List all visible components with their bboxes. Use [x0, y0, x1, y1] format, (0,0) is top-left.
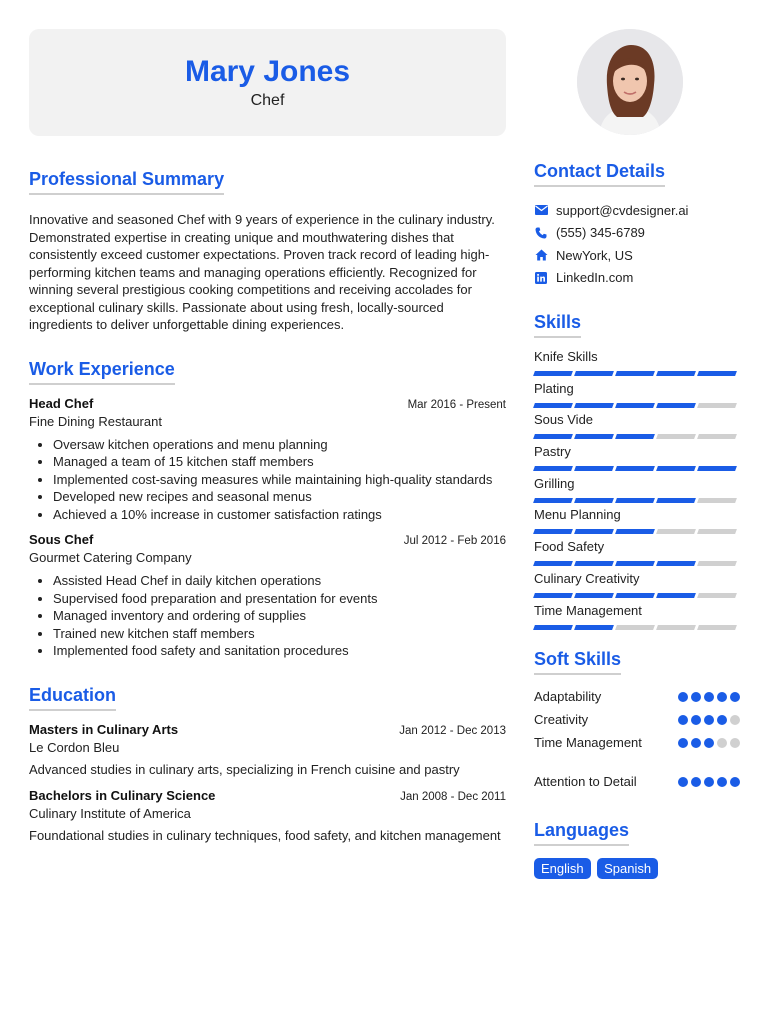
bullet-item: • Managed inventory and ordering of supplies — [53, 607, 506, 625]
skill-level-segment — [574, 561, 614, 566]
skill-level-bar — [534, 498, 740, 503]
soft-skill-name: Adaptability — [534, 689, 602, 705]
left-column — [29, 168, 506, 845]
skill-level-segment — [533, 434, 573, 439]
soft-skill-dots — [678, 692, 740, 702]
soft-skill-dot — [678, 777, 688, 787]
skill-name: Food Safety — [534, 539, 605, 555]
skill-level-segment — [574, 403, 614, 408]
job-title: Head Chef — [29, 395, 94, 411]
skill-level-segment — [697, 498, 737, 503]
skill-row — [534, 348, 740, 380]
contact-phone[interactable] — [534, 222, 740, 245]
skill-level-segment — [533, 403, 573, 408]
soft-skill-dot — [717, 692, 727, 702]
home-icon — [534, 248, 548, 262]
job-title: Sous Chef — [29, 532, 94, 547]
skill-name: Pastry — [534, 444, 571, 460]
soft-skill-dot — [717, 777, 727, 787]
soft-skill-dots — [678, 715, 740, 725]
skill-level-segment — [574, 498, 614, 503]
soft-skill-row — [534, 731, 740, 754]
skill-level-segment — [615, 403, 655, 408]
bullet-item: • Implemented food safety and sanitation procedures — [53, 642, 506, 660]
skill-level-segment — [533, 561, 573, 566]
skill-level-segment — [574, 371, 614, 376]
contact-email[interactable] — [534, 199, 740, 222]
summary-text: Innovative and seasoned Chef with 9 years of experience in the culinary industry. Demonstrated expertise in creating unique and mouthwatering dishes that consistently exceed customer expectations. Proven track record of leading high-performing kitchen teams and managing operations efficiently. Recognized for winning several prestigious cooking competitions and receiving accolades for exceptional culinary skills. Passionate about using fresh, locally-sourced ingredients to deliver unforgettable dining experiences. — [29, 212, 495, 332]
skill-level-segment — [656, 466, 696, 471]
right-column — [534, 160, 740, 879]
skill-level-segment — [615, 466, 655, 471]
envelope-icon — [534, 203, 548, 217]
skill-row — [534, 411, 740, 443]
soft-skill-dot — [704, 738, 714, 748]
skill-level-segment — [656, 434, 696, 439]
skill-name: Grilling — [534, 475, 575, 491]
soft-skill-dot — [678, 692, 688, 702]
languages-heading: Languages — [534, 819, 629, 846]
degree-title: Masters in Culinary Arts — [29, 721, 179, 737]
skill-level-segment — [656, 371, 696, 376]
skill-level-segment — [533, 593, 573, 598]
skill-level-segment — [574, 529, 614, 534]
skill-level-segment — [656, 561, 696, 566]
skill-level-segment — [615, 561, 655, 566]
skill-level-segment — [656, 498, 696, 503]
skill-name: Knife Skills — [534, 349, 598, 364]
skill-level-segment — [697, 434, 737, 439]
soft-skill-dots — [678, 738, 740, 748]
soft-skill-row — [534, 685, 740, 708]
skill-level-segment — [697, 466, 737, 471]
skill-level-segment — [533, 466, 573, 471]
skill-row — [534, 380, 740, 412]
soft-skill-row — [534, 708, 740, 731]
soft-skill-dot — [678, 738, 688, 748]
soft-skill-dot — [678, 715, 688, 725]
language-tag: Spanish — [597, 858, 658, 879]
soft-skill-dot — [691, 738, 701, 748]
contact-location-text: NewYork, US — [556, 247, 633, 263]
skill-level-segment — [533, 625, 573, 630]
job-date: Jul 2012 - Feb 2016 — [403, 535, 506, 547]
soft-skill-dot — [717, 738, 727, 748]
education-heading: Education — [29, 684, 116, 711]
skills-list — [534, 348, 740, 633]
skill-row — [534, 602, 740, 634]
skill-row — [534, 443, 740, 475]
summary-heading: Professional Summary — [29, 168, 224, 195]
soft-skill-row — [534, 770, 740, 793]
soft-skill-dot — [691, 692, 701, 702]
skill-level-segment — [574, 625, 614, 630]
soft-skill-dot — [730, 692, 740, 702]
bullet-item: • Trained new kitchen staff members — [53, 625, 506, 643]
soft-skill-dot — [730, 777, 740, 787]
skill-level-segment — [656, 625, 696, 630]
soft-skill-name: Creativity — [534, 712, 589, 728]
soft-skill-dot — [717, 715, 727, 725]
linkedin-icon — [534, 271, 548, 285]
soft-skills-list — [534, 685, 740, 793]
soft-skill-dot — [704, 777, 714, 787]
skill-level-segment — [533, 371, 573, 376]
skill-level-segment — [615, 593, 655, 598]
skill-level-segment — [697, 371, 737, 376]
skill-level-segment — [574, 466, 614, 471]
education-desc: Advanced studies in culinary arts, specializing in French cuisine and pastry — [29, 761, 460, 777]
skill-name: Menu Planning — [534, 507, 621, 523]
skill-level-segment — [615, 434, 655, 439]
skill-level-bar — [534, 403, 740, 408]
job-company: Fine Dining Restaurant — [29, 413, 162, 429]
skill-level-segment — [656, 529, 696, 534]
education-entry — [29, 787, 506, 845]
soft-skill-dot — [704, 692, 714, 702]
skill-row — [534, 570, 740, 602]
skill-level-segment — [697, 529, 737, 534]
skill-level-segment — [533, 529, 573, 534]
soft-skills-heading: Soft Skills — [534, 648, 621, 675]
education-date: Jan 2008 - Dec 2011 — [400, 791, 506, 803]
skill-level-bar — [534, 371, 740, 376]
school-name: Le Cordon Bleu — [29, 739, 120, 755]
soft-skill-dot — [691, 715, 701, 725]
job-bullets — [53, 436, 506, 524]
education-date: Jan 2012 - Dec 2013 — [399, 724, 506, 737]
bullet-item: • Managed a team of 15 kitchen staff members — [53, 453, 506, 471]
soft-skill-name: Time Management — [534, 735, 642, 751]
education-entry — [29, 721, 506, 779]
skill-level-segment — [656, 593, 696, 598]
soft-skill-name: Attention to Detail — [534, 774, 637, 790]
job-entry — [29, 531, 506, 660]
skill-level-segment — [697, 593, 737, 598]
bullet-item: • Developed new recipes and seasonal menus — [53, 488, 506, 506]
bullet-item: • Implemented cost-saving measures while maintaining high-quality standards — [53, 471, 506, 489]
skill-name: Plating — [534, 380, 574, 396]
skill-level-segment — [697, 403, 737, 408]
bullet-item: • Achieved a 10% increase in customer satisfaction ratings — [53, 506, 506, 524]
skill-level-segment — [615, 498, 655, 503]
bullet-item: • Oversaw kitchen operations and menu planning — [53, 436, 506, 454]
contact-linkedin-text: LinkedIn.com — [556, 270, 634, 286]
skill-level-bar — [534, 593, 740, 598]
skill-level-segment — [533, 498, 573, 503]
job-company: Gourmet Catering Company — [29, 550, 192, 565]
profile-photo — [577, 29, 683, 135]
contact-linkedin[interactable] — [534, 267, 740, 290]
skill-level-segment — [697, 561, 737, 566]
experience-heading: Work Experience — [29, 358, 175, 385]
skill-level-segment — [615, 625, 655, 630]
contact-email-text: support@cvdesigner.ai — [556, 202, 689, 218]
soft-skill-dot — [704, 715, 714, 725]
skill-level-bar — [534, 529, 740, 534]
candidate-name: Mary Jones — [184, 55, 351, 88]
skill-level-segment — [574, 593, 614, 598]
languages-list — [534, 858, 740, 879]
soft-skill-dot — [691, 777, 701, 787]
school-name: Culinary Institute of America — [29, 806, 191, 821]
skill-row — [534, 475, 740, 507]
skills-heading: Skills — [534, 311, 581, 338]
skill-level-segment — [574, 434, 614, 439]
bullet-item: • Assisted Head Chef in daily kitchen operations — [53, 572, 506, 590]
skill-name: Culinary Creativity — [534, 570, 640, 586]
job-bullets — [53, 572, 506, 660]
skill-level-bar — [534, 625, 740, 630]
skill-level-segment — [615, 371, 655, 376]
soft-skill-dot — [730, 715, 740, 725]
skill-level-bar — [534, 434, 740, 439]
header-box — [29, 29, 506, 136]
degree-title: Bachelors in Culinary Science — [29, 788, 216, 803]
skill-level-segment — [697, 625, 737, 630]
skill-level-segment — [615, 529, 655, 534]
soft-skill-dot — [730, 738, 740, 748]
skill-name: Sous Vide — [534, 412, 594, 428]
candidate-title: Chef — [250, 92, 285, 109]
skill-level-bar — [534, 466, 740, 471]
contact-heading: Contact Details — [534, 160, 665, 187]
job-entry — [29, 395, 506, 524]
skill-level-bar — [534, 561, 740, 566]
soft-skill-dots — [678, 777, 740, 787]
language-tag: English — [534, 858, 591, 879]
skill-name: Time Management — [534, 602, 642, 618]
skill-row — [534, 538, 740, 570]
job-date: Mar 2016 - Present — [407, 398, 506, 411]
bullet-item: • Supervised food preparation and presentation for events — [53, 590, 506, 608]
education-desc: Foundational studies in culinary techniques, food safety, and kitchen management — [29, 828, 501, 843]
portrait-image — [577, 29, 683, 135]
contact-phone-text: (555) 345-6789 — [556, 225, 645, 241]
contact-location — [534, 244, 740, 267]
skill-row — [534, 506, 740, 538]
skill-level-segment — [656, 403, 696, 408]
phone-icon — [534, 226, 548, 240]
